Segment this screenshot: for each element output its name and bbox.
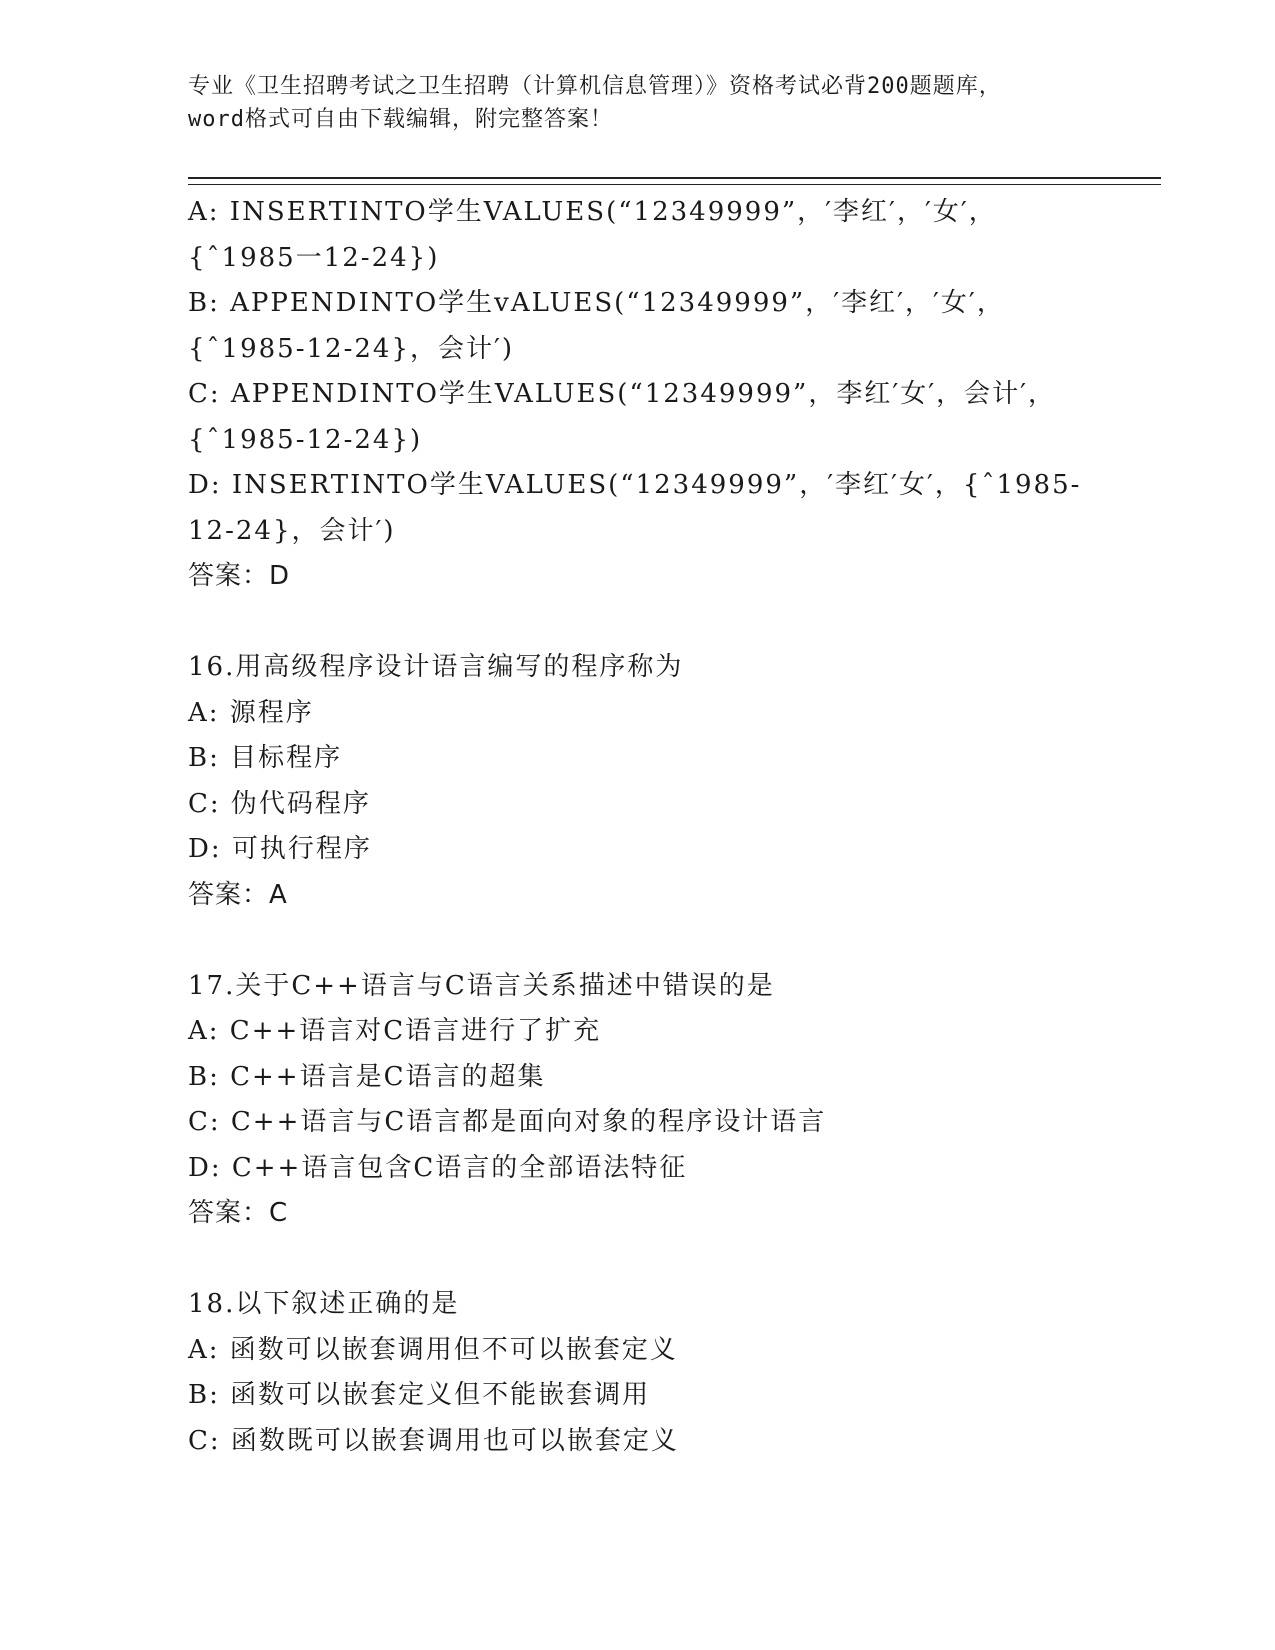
answer-line: 答案：D [188,561,291,591]
option-b-line-2: {ˆ1985-12-24}，会计′) [188,333,515,364]
option-d-line-2: 12-24}，会计′) [188,515,396,546]
option-b: B: 函数可以嵌套定义但不能嵌套调用 [188,1380,651,1410]
option-a: A: 源程序 [188,697,314,728]
header-line-1: 专业《卫生招聘考试之卫生招聘（计算机信息管理）》资格考试必背200题题库， [188,74,1002,99]
option-b: B: C++语言是C语言的超集 [188,1061,546,1092]
question-list [188,190,1088,1464]
spacer [188,918,1088,964]
header-divider-thick [188,177,1161,179]
document-header [188,70,1088,136]
option-d-line-1: D: INSERTINTO学生VALUES(“12349999”，′李红′女′，{ˆ1985- [188,470,1082,500]
option-a: A: C++语言对C语言进行了扩充 [188,1016,602,1046]
answer-line: 答案：C [188,1198,289,1228]
option-b: B: 目标程序 [188,743,343,773]
option-c-line-2: {ˆ1985-12-24}) [188,424,423,455]
option-c: C: 伪代码程序 [188,788,371,819]
option-b-line-1: B: APPENDINTO学生vALUES(“12349999”，′李红′，′女′， [188,288,1005,318]
question-18-block [188,1282,1088,1464]
spacer [188,1237,1088,1283]
option-a-line-2: {ˆ1985一12-24}) [188,242,440,273]
option-c: C: C++语言与C语言都是面向对象的程序设计语言 [188,1107,827,1137]
question-17-block [188,964,1088,1237]
question-16-block [188,645,1088,918]
option-d: D: 可执行程序 [188,834,372,864]
question-text: 18.以下叙述正确的是 [188,1289,460,1319]
option-c: C: 函数既可以嵌套调用也可以嵌套定义 [188,1425,679,1456]
header-divider-thin [188,184,1161,185]
option-d: D: C++语言包含C语言的全部语法特征 [188,1152,688,1183]
header-line-2: word格式可自由下载编辑，附完整答案！ [188,107,613,132]
option-a-line-1: A: INSERTINTO学生VALUES(“12349999”，′李红′，′女′， [188,197,997,227]
spacer [188,600,1088,646]
question-15-block [188,190,1088,600]
question-text: 16.用高级程序设计语言编写的程序称为 [188,652,684,682]
answer-line: 答案：A [188,879,288,910]
question-text: 17.关于C++语言与C语言关系描述中错误的是 [188,970,775,1001]
option-c-line-1: C: APPENDINTO学生VALUES(“12349999”，李红′女′，会计′， [188,379,1057,409]
option-a: A: 函数可以嵌套调用但不可以嵌套定义 [188,1334,678,1365]
